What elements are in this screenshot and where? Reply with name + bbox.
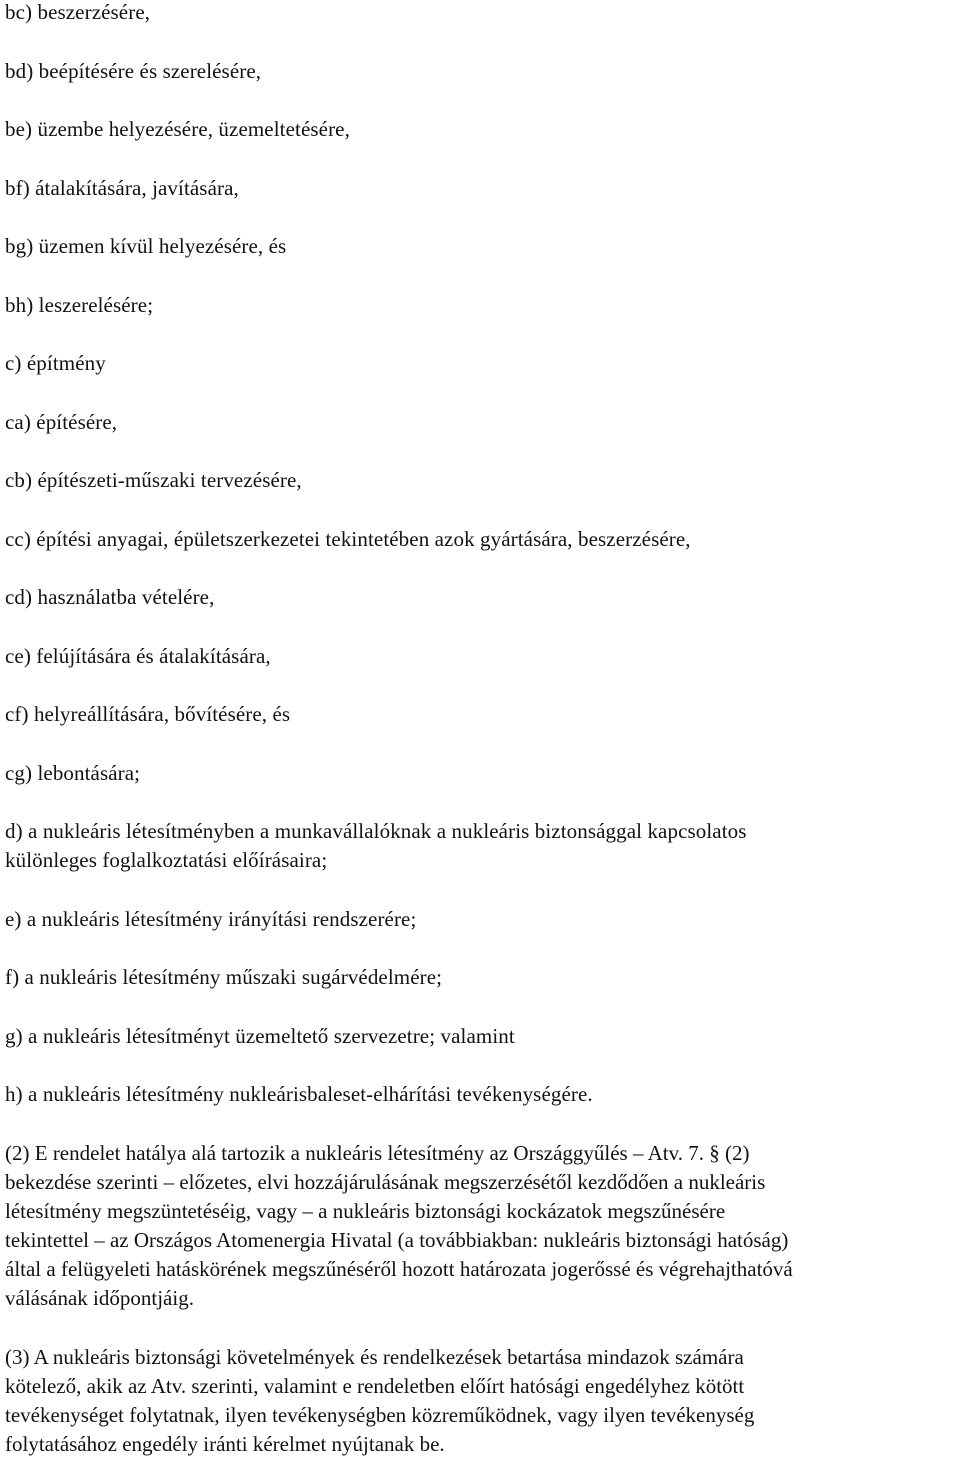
paragraph-2-line: válásának időpontjáig. bbox=[5, 1286, 194, 1310]
paragraph-3-line: kötelező, akik az Atv. szerinti, valamint e rendeletben előírt hatósági engedélyhez kötött bbox=[5, 1374, 745, 1398]
paragraph-3-line: tevékenységet folytatnak, ilyen tevékenységben közreműködnek, vagy ilyen tevékenység bbox=[5, 1403, 755, 1427]
list-item-cb: cb) építészeti-műszaki tervezésére, bbox=[5, 468, 302, 492]
list-item-bc: bc) beszerzésére, bbox=[5, 0, 151, 24]
list-item-cc: cc) építési anyagai, épületszerkezetei tekintetében azok gyártására, beszerzésére, bbox=[5, 527, 691, 551]
list-item-g: g) a nukleáris létesítményt üzemeltető szervezetre; valamint bbox=[5, 1024, 515, 1048]
list-item-bg: bg) üzemen kívül helyezésére, és bbox=[5, 234, 287, 258]
list-item-d-line1: d) a nukleáris létesítményben a munkavállalóknak a nukleáris biztonsággal kapcsolatos bbox=[5, 819, 747, 843]
paragraph-2-line: tekintettel ‒ az Országos Atomenergia Hivatal (a továbbiakban: nukleáris biztonsági hatóság) bbox=[5, 1228, 789, 1252]
paragraph-3-line: (3) A nukleáris biztonsági követelmények és rendelkezések betartása mindazok számára bbox=[5, 1345, 744, 1369]
list-item-bd: bd) beépítésére és szerelésére, bbox=[5, 59, 262, 83]
paragraph-3 bbox=[5, 1343, 957, 1459]
list-item-d-line2: különleges foglalkoztatási előírásaira; bbox=[5, 848, 328, 872]
list-item-f: f) a nukleáris létesítmény műszaki sugárvédelmére; bbox=[5, 965, 443, 989]
list-item-ca: ca) építésére, bbox=[5, 410, 118, 434]
paragraph-2-line: által a felügyeleti hatáskörének megszűnéséről hozott határozata jogerőssé és végrehajthatóvá bbox=[5, 1257, 793, 1281]
list-item-c: c) építmény bbox=[5, 351, 106, 375]
list-item-cf: cf) helyreállítására, bővítésére, és bbox=[5, 702, 291, 726]
paragraph-2-line: bekezdése szerinti ‒ előzetes, elvi hozzájárulásának megszerzésétől kezdődően a nukleáris bbox=[5, 1170, 766, 1194]
list-item-e: e) a nukleáris létesítmény irányítási rendszerére; bbox=[5, 907, 417, 931]
list-item-be: be) üzembe helyezésére, üzemeltetésére, bbox=[5, 117, 350, 141]
list-item-h: h) a nukleáris létesítmény nukleárisbaleset-elhárítási tevékenységére. bbox=[5, 1082, 593, 1106]
list-item-ce: ce) felújítására és átalakítására, bbox=[5, 644, 271, 668]
list-item-bf: bf) átalakítására, javítására, bbox=[5, 176, 239, 200]
paragraph-2-line: (2) E rendelet hatálya alá tartozik a nukleáris létesítmény az Országgyűlés ‒ Atv. 7. § (2) bbox=[5, 1141, 750, 1165]
paragraph-2-line: létesítmény megszüntetéséig, vagy ‒ a nukleáris biztonsági kockázatok megszűnésére bbox=[5, 1199, 726, 1223]
list-item-cg: cg) lebontására; bbox=[5, 761, 141, 785]
paragraph-3-line: folytatásához engedély iránti kérelmet nyújtanak be. bbox=[5, 1432, 445, 1456]
list-item-bh: bh) leszerelésére; bbox=[5, 293, 154, 317]
list-item-cd: cd) használatba vételére, bbox=[5, 585, 215, 609]
paragraph-2 bbox=[5, 1139, 957, 1313]
